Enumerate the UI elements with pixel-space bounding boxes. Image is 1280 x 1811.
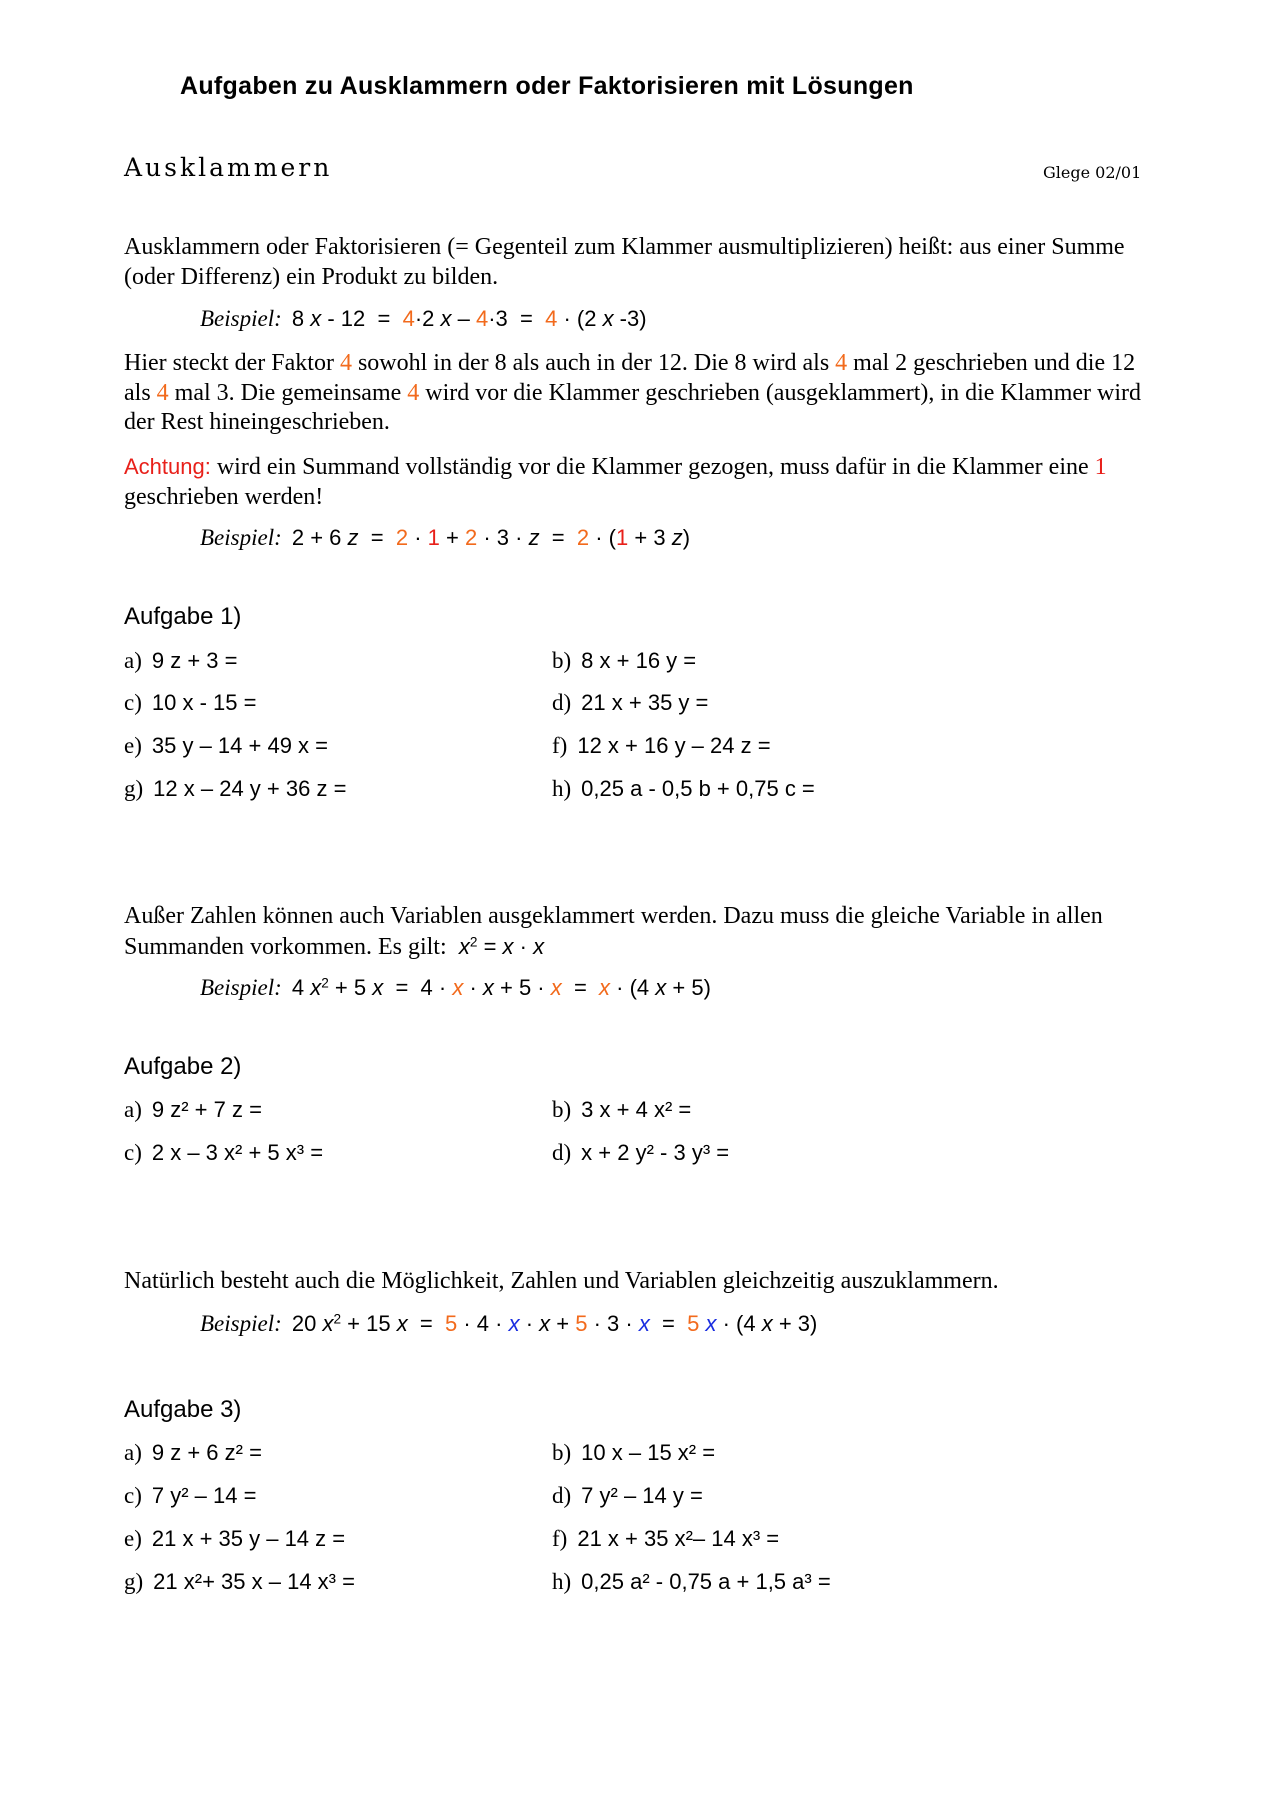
warning-paragraph: Achtung: wird ein Summand vollständig vor die Klammer gezogen, muss dafür in die Klammer eine 1 geschrieben werden! [124,454,1107,510]
task-1b: b) 8 x + 16 y = [552,648,697,673]
task-1c: c) 10 x - 15 = [124,690,257,715]
task-2c: c) 2 x – 3 x² + 5 x³ = [124,1140,324,1165]
task-3b: b) 10 x – 15 x² = [552,1440,716,1465]
task-1f: f) 12 x + 16 y – 24 z = [552,733,771,758]
example-label: Beispiel [200,306,275,331]
explanation-paragraph: Hier steckt der Faktor 4 sowohl in der 8 als auch in der 12. Die 8 wird als 4 mal 2 geschrieben und die 12 als 4 mal 3. Die gemeinsame 4 wird vor die Klammer geschrieben (ausgeklammert), in die Klammer wird der Rest hineingeschrieben. [124,350,1142,435]
task-2b: b) 3 x + 4 x² = [552,1097,692,1122]
task-1d: d) 21 x + 35 y = [552,690,709,715]
example-1: Beispiel: 8 x - 12 = 4·2 x – 4·3 = 4 · (2 x -3) [200,306,647,331]
task-2a: a) 9 z² + 7 z = [124,1097,262,1122]
combined-paragraph: Natürlich besteht auch die Möglichkeit, Zahlen und Variablen gleichzeitig auszuklammern. [124,1268,999,1294]
task-1h: h) 0,25 a - 0,5 b + 0,75 c = [552,776,815,801]
task-3g: g) 21 x²+ 35 x – 14 x³ = [124,1569,355,1594]
task-3a: a) 9 z + 6 z² = [124,1440,262,1465]
task-1g: g) 12 x – 24 y + 36 z = [124,776,347,801]
task-1e: e) 35 y – 14 + 49 x = [124,733,329,758]
page-title: Aufgaben zu Ausklammern oder Faktorisieren mit Lösungen [180,72,914,100]
task-3e: e) 21 x + 35 y – 14 z = [124,1526,346,1551]
aufgabe-1-heading: Aufgabe 1) [124,603,242,630]
aufgabe-2-heading: Aufgabe 2) [124,1053,242,1080]
task-3c: c) 7 y² – 14 = [124,1483,257,1508]
warning-label: Achtung: [124,454,211,479]
task-3f: f) 21 x + 35 x²– 14 x³ = [552,1526,780,1551]
example-2: Beispiel: 2 + 6 z = 2 · 1 + 2 · 3 · z = 2 · (1 + 3 z) [200,525,691,550]
aufgabe-3-heading: Aufgabe 3) [124,1396,242,1423]
task-3h: h) 0,25 a² - 0,75 a + 1,5 a³ = [552,1569,831,1594]
author-tag: Glege 02/01 [1043,163,1142,182]
section-title: Ausklammern [124,153,333,182]
task-2d: d) x + 2 y² - 3 y³ = [552,1140,730,1165]
example-4: Beispiel: 20 $x^2 + 15$ x = 5 · 4 · x · x + 5 · 3 · x = 5 x · (4 x + 3) [200,1311,818,1336]
task-1a: a) 9 z + 3 = [124,648,238,673]
task-3d: d) 7 y² – 14 y = [552,1483,703,1508]
intro-paragraph: Ausklammern oder Faktorisieren (= Gegenteil zum Klammer ausmultiplizieren) heißt: aus einer Summe (oder Differenz) ein Produkt zu bilden. [124,234,1125,290]
variables-paragraph: Außer Zahlen können auch Variablen ausgeklammert werden. Dazu muss die gleiche Variable in allen Summanden vorkommen. Es gilt: $x^2 = x \cdot x$ [124,903,1103,960]
example-3: Beispiel: 4 $x^2 + 5$ x = 4 · x · x + 5 · x = x · (4 x + 5) [200,975,711,1000]
